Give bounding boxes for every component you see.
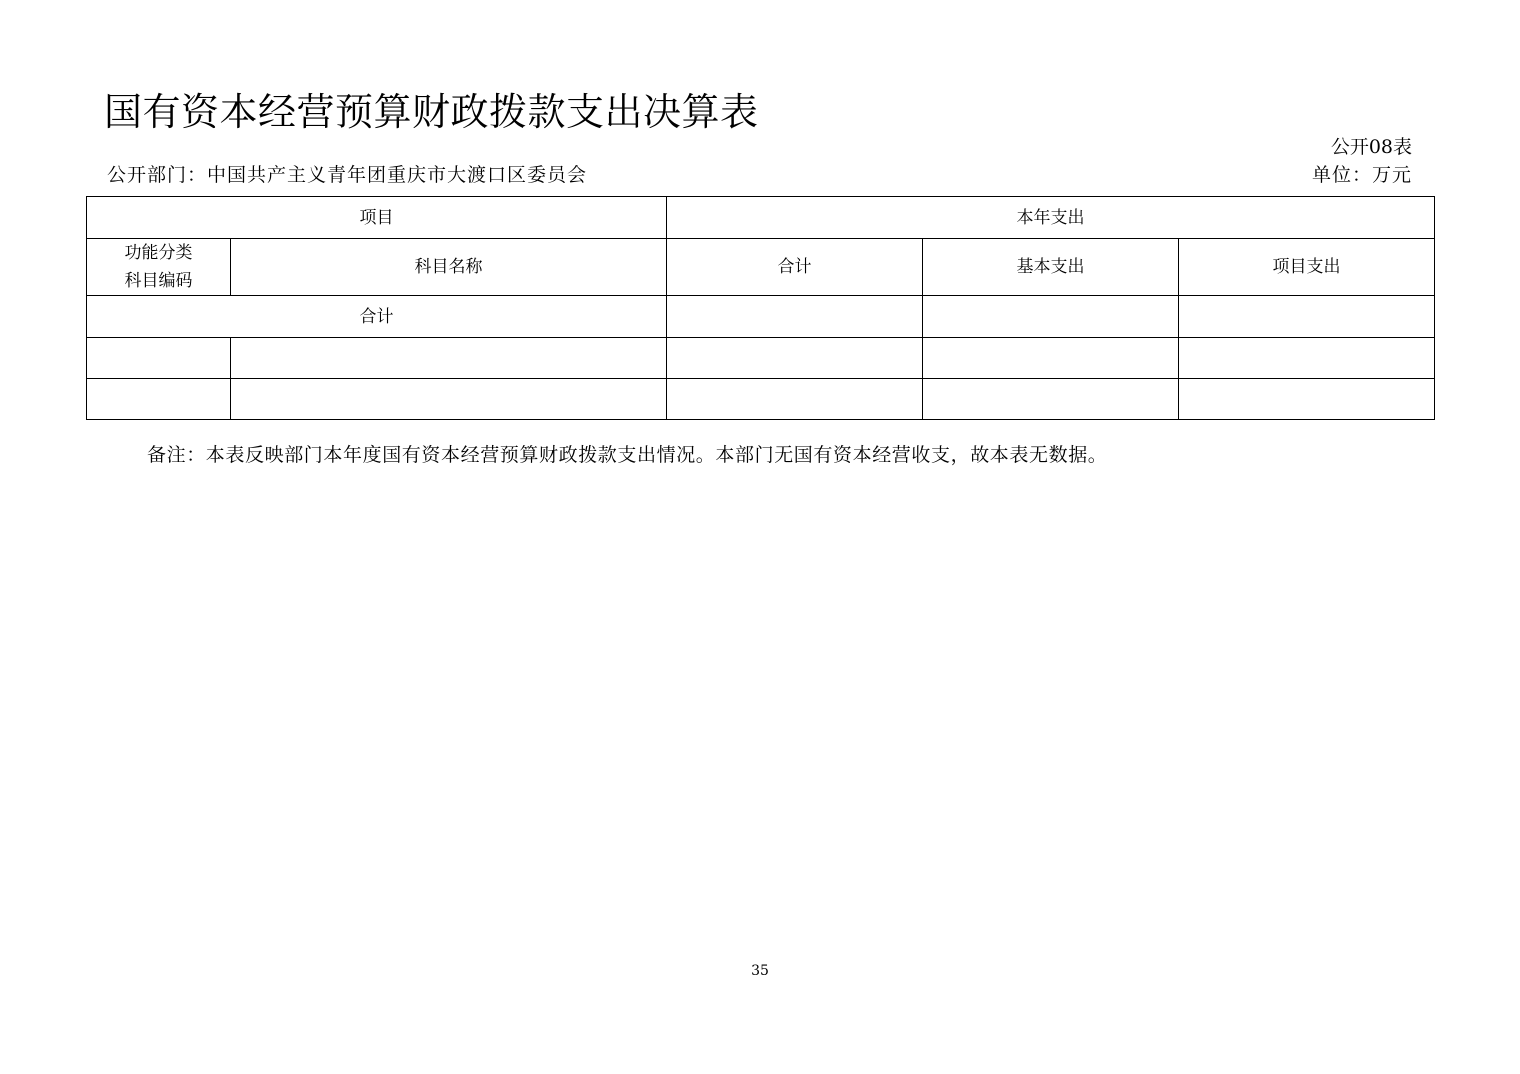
row-total [667,379,923,420]
page-title: 国有资本经营预算财政拨款支出决算表 [104,90,759,134]
header-function-code [87,239,231,296]
page-number: 35 [751,963,769,979]
unit-label: 单位：万元 [1311,164,1412,186]
expense-table [86,196,1435,420]
row-code [87,338,231,379]
total-row-total [667,296,923,338]
header-code-line1: 功能分类 [124,243,193,263]
row-total [667,338,923,379]
total-row-basic [923,296,1179,338]
header-row-1 [87,197,1435,239]
header-current-year-expense: 本年支出 [667,197,1435,239]
table-row [87,338,1435,379]
row-basic [923,338,1179,379]
table-row [87,379,1435,420]
row-name [231,338,667,379]
row-project [1179,338,1435,379]
header-project-expense: 项目支出 [1179,239,1435,296]
total-row [87,296,1435,338]
department-label: 公开部门：中国共产主义青年团重庆市大渡口区委员会 [107,164,588,186]
row-code [87,379,231,420]
header-subject-name: 科目名称 [231,239,667,296]
table-number: 公开08表 [1330,136,1412,158]
row-project [1179,379,1435,420]
total-row-project [1179,296,1435,338]
header-basic-expense: 基本支出 [923,239,1179,296]
row-name [231,379,667,420]
header-project: 项目 [87,197,667,239]
row-basic [923,379,1179,420]
header-row-2 [87,239,1435,296]
header-total: 合计 [667,239,923,296]
note-text: 备注：本表反映部门本年度国有资本经营预算财政拨款支出情况。本部门无国有资本经营收支，故本表无数据。 [147,444,1108,466]
header-code-line2: 科目编码 [124,271,193,291]
total-row-label: 合计 [87,296,667,338]
